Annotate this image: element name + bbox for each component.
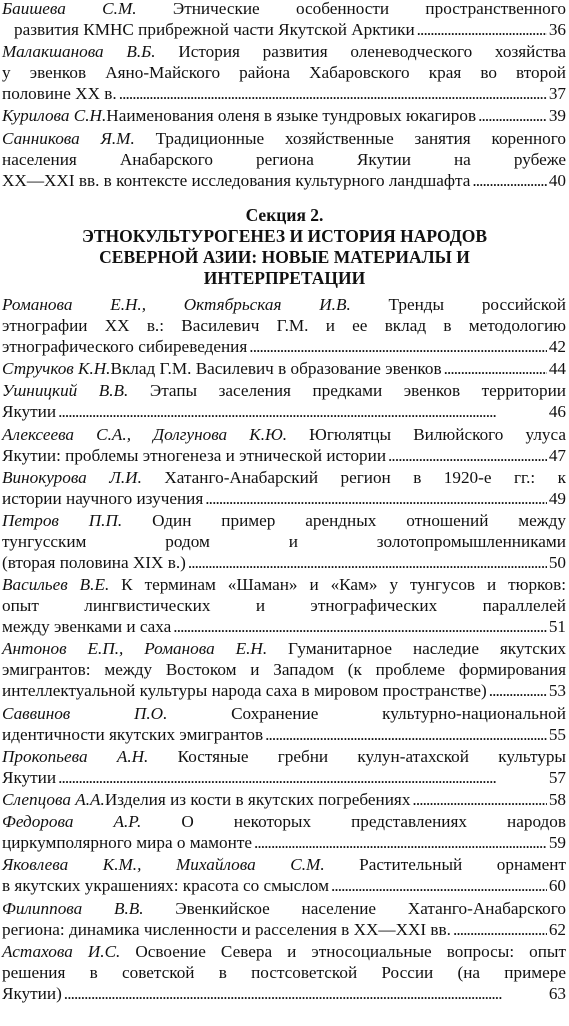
leader-dots [331, 875, 547, 896]
toc-entry-line [2, 41, 566, 62]
toc-entry [2, 638, 566, 701]
entry-author: Васильев В.Е. [2, 575, 110, 595]
toc-entry [2, 941, 566, 1004]
entry-title-text: Гуманитарное наследие якутских [267, 639, 566, 659]
entry-author: Прокопьева А.Н. [2, 746, 149, 766]
entry-title-text: Сохранение культурно-национальной [167, 703, 566, 723]
entry-title-text: Один пример арендных отношений между [122, 511, 566, 530]
entry-page-number: 53 [548, 681, 566, 701]
entry-author: Ушницкий В.В. [2, 381, 129, 401]
entry-title-text: опыт лингвистических и этнографических параллелей [2, 596, 566, 616]
leader-dots [412, 789, 546, 810]
toc-entry [2, 789, 566, 810]
entry-title-text: Югюлятцы Вилюйского улуса [287, 424, 566, 444]
entry-title-text: Традиционные хозяйственные занятия коренного [134, 128, 566, 148]
entry-author: Винокурова Л.И. [2, 467, 142, 487]
toc-entry-line [2, 659, 566, 680]
toc-entry-line [2, 467, 566, 488]
entry-title-text: К терминам «Шаман» и «Кам» у тунгусов и тюрков: [109, 575, 566, 595]
entry-page-number: 57 [548, 767, 566, 787]
entry-page-number: 62 [548, 919, 566, 939]
toc-entry-line [2, 898, 566, 919]
entry-title-text: региона: динамика численности и расселения в XX—XXI вв. [2, 919, 451, 939]
entry-title-text: этнографии XX в.: Василевич Г.М. и ее вклад в методологию [2, 316, 566, 335]
entry-title-text: интеллектуальной культуры народа саха в мировом пространстве) [2, 681, 487, 701]
toc-entry [2, 41, 566, 104]
entry-page-number: 59 [548, 833, 566, 853]
toc-entry [2, 746, 566, 788]
toc-entry-line [2, 170, 566, 191]
leader-dots [64, 983, 547, 1004]
entry-page-number: 51 [548, 617, 566, 637]
toc-entry-line [2, 962, 566, 983]
toc-entry [2, 898, 566, 940]
entry-title-text: Хатанго-Анабарский регион в 1920-е гг.: к [141, 467, 566, 487]
entry-title-text: населения Анабарского региона Якутии на рубеже [2, 149, 566, 169]
toc-entry [2, 811, 566, 853]
toc-entry [2, 510, 566, 573]
entry-title-text: История развития оленеводческого хозяйства [155, 42, 566, 62]
entry-page-number: 37 [548, 84, 566, 104]
entry-title-text: в якутских украшениях: красота со смыслом [2, 876, 329, 896]
toc-entry-line [2, 941, 566, 962]
toc-entry-line [2, 703, 566, 724]
entry-author: Федорова А.Р. [2, 812, 142, 832]
entry-title-text: Якутии [2, 767, 57, 787]
toc-entry-line [2, 854, 566, 875]
toc-entry-line [2, 789, 566, 810]
toc-entry-line [2, 680, 566, 701]
toc-entry-line [2, 315, 566, 336]
entry-title-text: Освоение Севера и этносоциальные вопросы: опыт [120, 941, 566, 961]
toc-entry-line [2, 832, 566, 853]
entry-page-number: 40 [548, 170, 566, 190]
toc-entry-line [2, 767, 566, 788]
toc-entry-line [2, 294, 566, 315]
entry-title-text: О некоторых представлениях народов [141, 812, 566, 832]
entry-author: Слепцова А.А. [2, 790, 105, 809]
toc-entry [2, 574, 566, 637]
leader-dots [173, 616, 547, 637]
entry-title-text: решения в советской в постсоветской России (на примере [2, 962, 566, 982]
entry-author: Романова Е.Н., Октябрьская И.В. [2, 295, 351, 314]
entry-page-number: 60 [548, 876, 566, 896]
toc-entry-line [2, 616, 566, 637]
section-title: ЭТНОКУЛЬТУРОГЕНЕЗ И ИСТОРИЯ НАРОДОВ [81, 226, 488, 246]
leader-dots [444, 358, 547, 379]
leader-dots [489, 680, 547, 701]
toc-entry-line [2, 0, 566, 19]
leader-dots [58, 767, 547, 788]
entry-title-text: Якутии [2, 402, 57, 422]
entry-author: Филиппова В.В. [2, 898, 144, 918]
entry-title-text: этнографического сибиреведения [2, 337, 248, 356]
entry-page-number: 63 [548, 983, 566, 1003]
leader-dots [472, 170, 546, 191]
toc-entry-line [2, 358, 566, 379]
leader-dots [388, 445, 547, 466]
entry-title-text: (вторая половина XIX в.) [2, 553, 186, 572]
entry-page-number: 42 [548, 337, 566, 356]
entry-author: Антонов Е.П., Романова Е.Н. [2, 639, 268, 659]
section-title: ИНТЕРПРЕТАЦИИ [203, 268, 366, 288]
entry-title-text: Тренды российской [350, 295, 566, 314]
entry-title-text: циркумполярного мира о мамонте [2, 833, 252, 853]
entry-title-text: Вклад Г.М. Василевич в образование эвенков [110, 359, 442, 379]
entry-title-text: Эвенкийское население Хатанго-Анабарского [143, 898, 566, 918]
entry-author: Яковлева К.М., Михайлова С.М. [2, 855, 325, 875]
entry-title-text: Якутии: проблемы этногенеза и этнической истории [2, 445, 387, 465]
leader-dots [417, 19, 547, 40]
entry-title-text: Наименования оленя в языке тундровых юкагиров [106, 106, 477, 126]
toc-entry [2, 0, 566, 40]
toc-entry [2, 703, 566, 745]
leader-dots [453, 919, 547, 940]
toc-entry [2, 854, 566, 896]
entry-title-text: Костяные гребни кулун-атахской культуры [148, 746, 566, 766]
toc-entry-line [2, 510, 566, 531]
toc-entry [2, 105, 566, 126]
toc-entry [2, 128, 566, 191]
toc-entry-line [2, 401, 566, 422]
toc-entry [2, 358, 566, 379]
entry-title-text: Якутии) [2, 983, 62, 1003]
entry-title-text: тунгусским родом и золотопромышленниками [2, 532, 566, 551]
entry-page-number: 58 [548, 790, 566, 809]
toc-entry-line [2, 424, 566, 445]
entry-title-text: Изделия из кости в якутских погребениях [104, 790, 411, 809]
toc-entry-line [2, 919, 566, 940]
entry-title-text: Этапы заселения предками эвенков территории [128, 381, 566, 401]
entry-title-text: Растительный орнамент [324, 855, 566, 875]
entry-author: Санникова Я.М. [2, 128, 135, 148]
entry-author: Астахова И.С. [2, 941, 121, 961]
section-number: Секция 2. [245, 205, 324, 225]
toc-entry [2, 380, 566, 422]
entry-author: Курилова С.Н. [2, 106, 107, 126]
toc-entry-line [2, 336, 566, 357]
toc-entry-line [2, 445, 566, 466]
toc-entry [2, 294, 566, 357]
toc-entry [2, 467, 566, 509]
toc-entry-line [2, 574, 566, 595]
entry-page-number: 55 [548, 724, 566, 744]
toc-entry-line [2, 595, 566, 616]
entry-title-text: половине XX в. [2, 84, 117, 104]
entry-title-text: эмигрантов: между Востоком и Западом (к проблеме формирования [2, 660, 566, 680]
toc-entry-line [2, 531, 566, 552]
toc-entry-line [2, 983, 566, 1004]
entry-title-text: развития КМНС прибрежной части Якутской Арктики [14, 20, 415, 39]
section-title: СЕВЕРНОЙ АЗИИ: НОВЫЕ МАТЕРИАЛЫ И [99, 247, 470, 267]
toc-entry-line [2, 552, 566, 573]
toc-entry [2, 424, 566, 466]
leader-dots [205, 488, 547, 509]
entry-page-number: 44 [548, 359, 566, 379]
toc-entry-line [2, 83, 566, 104]
entry-author: Малакшанова В.Б. [2, 42, 156, 62]
entry-author: Петров П.П. [2, 511, 123, 530]
toc-entry-line [2, 746, 566, 767]
entry-author: Саввинов П.О. [2, 703, 168, 723]
entry-page-number: 50 [548, 553, 566, 572]
toc-entry-line [2, 380, 566, 401]
toc-entry-line [2, 875, 566, 896]
entry-title-text: между эвенками и саха [2, 617, 172, 637]
leader-dots [119, 83, 547, 104]
leader-dots [478, 105, 547, 126]
entry-title-text: идентичности якутских эмигрантов [2, 724, 264, 744]
entry-title-text: у эвенков Аяно-Майского района Хабаровского края во второй [2, 63, 566, 83]
entry-author: Алексеева С.А., Долгунова К.Ю. [2, 424, 288, 444]
entry-title-text: Этнические особенности пространственного [136, 0, 566, 18]
entry-author: Баишева С.М. [2, 0, 137, 18]
entry-page-number: 36 [548, 20, 566, 39]
leader-dots [254, 832, 547, 853]
toc-entry-line [2, 62, 566, 83]
entry-page-number: 46 [548, 402, 566, 422]
toc-entry-line [2, 128, 566, 149]
toc-entry-line [2, 19, 566, 40]
leader-dots [249, 336, 547, 357]
toc-entry-line [2, 105, 566, 126]
leader-dots [188, 552, 547, 573]
entry-page-number: 39 [548, 106, 566, 126]
toc-entry-line [2, 488, 566, 509]
leader-dots [58, 401, 547, 422]
entry-title-text: XX—XXI вв. в контексте исследования культурного ландшафта [2, 170, 471, 190]
leader-dots [265, 724, 547, 745]
entry-page-number: 47 [548, 445, 566, 465]
entry-title-text: истории научного изучения [2, 488, 204, 508]
toc-entry-line [2, 724, 566, 745]
toc-entry-line [2, 638, 566, 659]
entry-author: Стручков К.Н. [2, 359, 111, 379]
toc-entry-line [2, 811, 566, 832]
entry-page-number: 49 [548, 488, 566, 508]
toc-entry-line [2, 149, 566, 170]
